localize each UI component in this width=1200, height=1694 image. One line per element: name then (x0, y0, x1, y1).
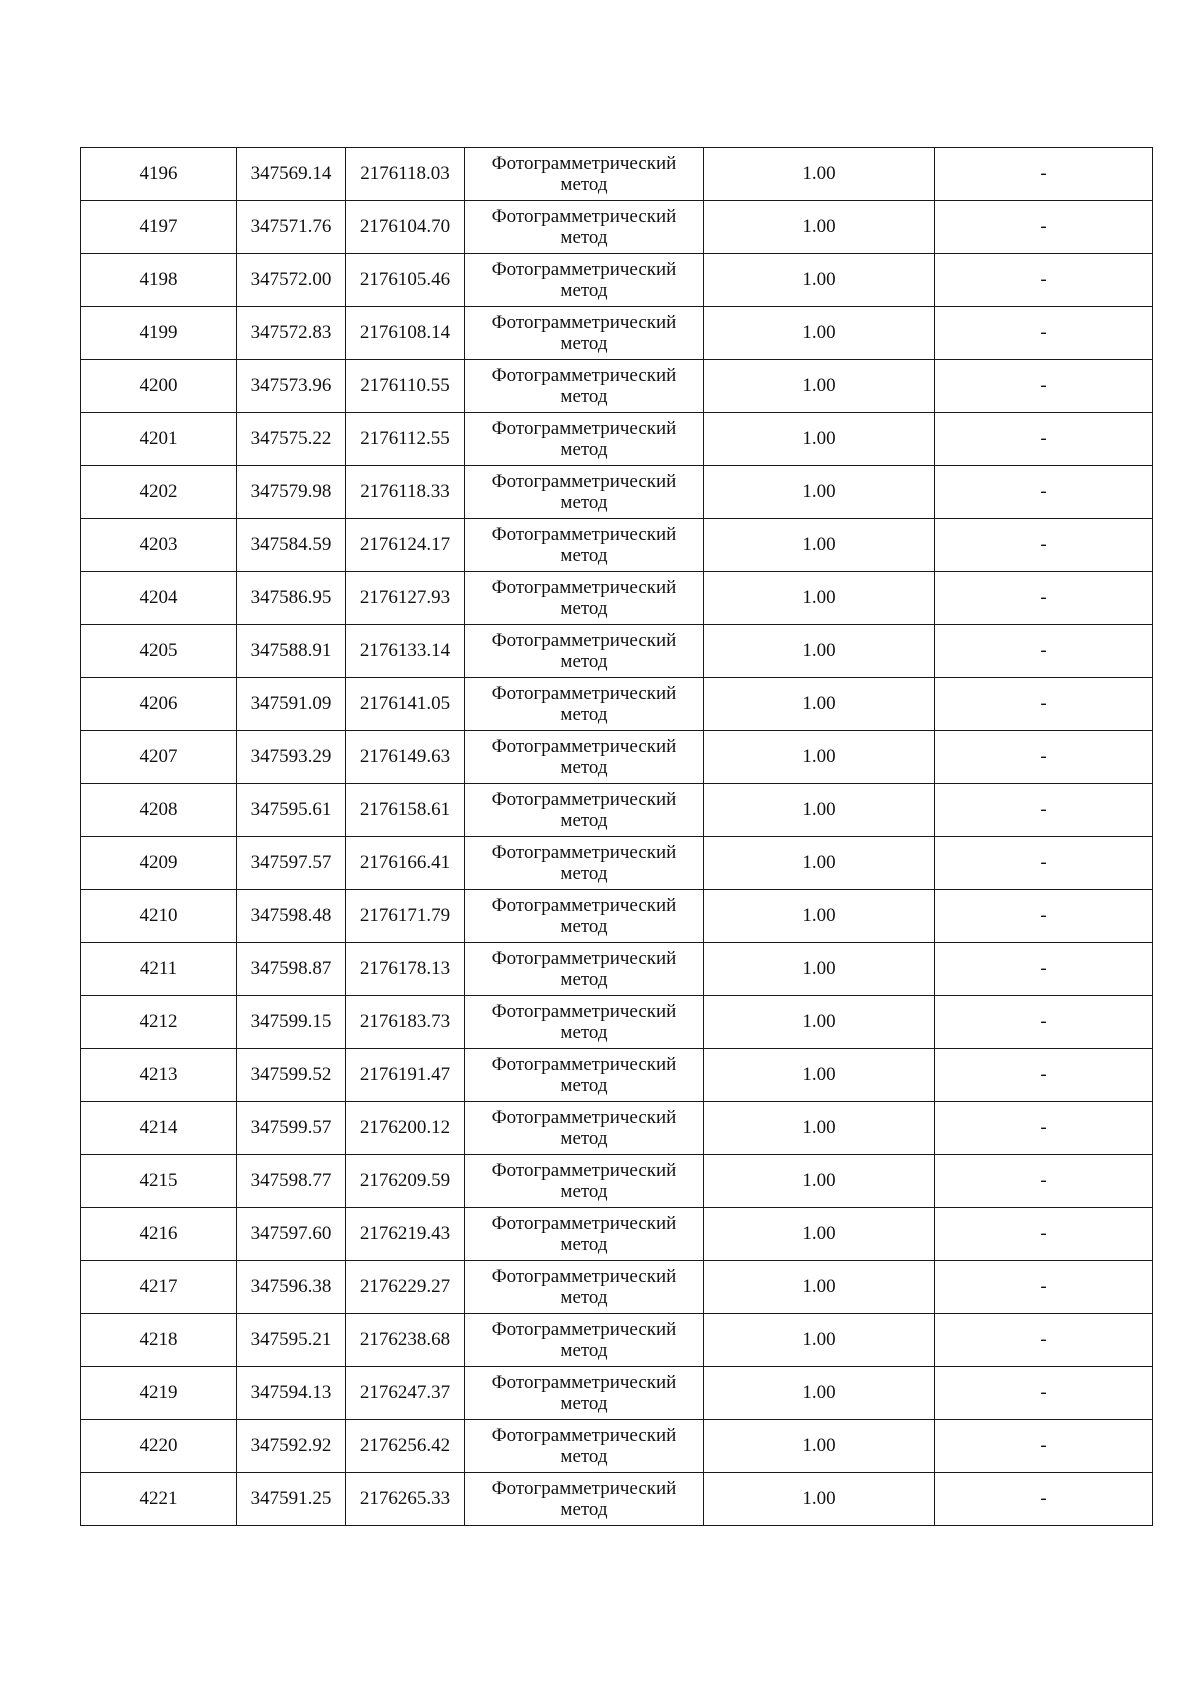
note-cell: - (935, 1208, 1153, 1261)
table-row (81, 1208, 1153, 1261)
y-coordinate-cell: 2176247.37 (346, 1367, 465, 1420)
point-number-cell: 4204 (81, 572, 237, 625)
point-number-cell: 4196 (81, 148, 237, 201)
method-text-line1: Фотограмметрический (491, 418, 677, 439)
point-number-cell: 4200 (81, 360, 237, 413)
y-coordinate-cell: 2176191.47 (346, 1049, 465, 1102)
note-cell: - (935, 1261, 1153, 1314)
table-row (81, 731, 1153, 784)
method-cell (465, 1367, 704, 1420)
accuracy-cell: 1.00 (704, 572, 935, 625)
note-cell: - (935, 731, 1153, 784)
point-number-cell: 4207 (81, 731, 237, 784)
method-text-line2: метод (560, 1075, 608, 1096)
x-coordinate-cell: 347598.48 (237, 890, 346, 943)
method-text-line1: Фотограмметрический (491, 842, 677, 863)
table-row (81, 943, 1153, 996)
method-text-line2: метод (560, 704, 608, 725)
method-cell (465, 1102, 704, 1155)
method-text-line1: Фотограмметрический (491, 1319, 677, 1340)
point-number-cell: 4198 (81, 254, 237, 307)
x-coordinate-cell: 347571.76 (237, 201, 346, 254)
accuracy-cell: 1.00 (704, 413, 935, 466)
method-cell (465, 996, 704, 1049)
x-coordinate-cell: 347599.57 (237, 1102, 346, 1155)
note-cell: - (935, 360, 1153, 413)
y-coordinate-cell: 2176200.12 (346, 1102, 465, 1155)
y-coordinate-cell: 2176124.17 (346, 519, 465, 572)
method-text-line2: метод (560, 439, 608, 460)
accuracy-cell: 1.00 (704, 1367, 935, 1420)
method-text-line1: Фотограмметрический (491, 895, 677, 916)
method-cell (465, 254, 704, 307)
method-text-line1: Фотограмметрический (491, 948, 677, 969)
method-cell (465, 784, 704, 837)
x-coordinate-cell: 347593.29 (237, 731, 346, 784)
table-row (81, 201, 1153, 254)
accuracy-cell: 1.00 (704, 1473, 935, 1526)
method-text-line2: метод (560, 1022, 608, 1043)
accuracy-cell: 1.00 (704, 890, 935, 943)
note-cell: - (935, 413, 1153, 466)
table-row (81, 1314, 1153, 1367)
note-cell: - (935, 996, 1153, 1049)
point-number-cell: 4203 (81, 519, 237, 572)
method-text-line1: Фотограмметрический (491, 736, 677, 757)
y-coordinate-cell: 2176209.59 (346, 1155, 465, 1208)
y-coordinate-cell: 2176183.73 (346, 996, 465, 1049)
y-coordinate-cell: 2176158.61 (346, 784, 465, 837)
note-cell: - (935, 572, 1153, 625)
table-row (81, 890, 1153, 943)
method-text-line2: метод (560, 863, 608, 884)
point-number-cell: 4218 (81, 1314, 237, 1367)
method-text-line2: метод (560, 757, 608, 778)
method-text-line2: метод (560, 386, 608, 407)
method-text-line2: метод (560, 1234, 608, 1255)
method-text-line1: Фотограмметрический (491, 1372, 677, 1393)
method-cell (465, 731, 704, 784)
note-cell: - (935, 1473, 1153, 1526)
method-text-line1: Фотограмметрический (491, 1478, 677, 1499)
point-number-cell: 4215 (81, 1155, 237, 1208)
accuracy-cell: 1.00 (704, 731, 935, 784)
method-text-line2: метод (560, 916, 608, 937)
y-coordinate-cell: 2176112.55 (346, 413, 465, 466)
point-number-cell: 4205 (81, 625, 237, 678)
table-row (81, 837, 1153, 890)
accuracy-cell: 1.00 (704, 360, 935, 413)
table-row (81, 1367, 1153, 1420)
table-row (81, 466, 1153, 519)
x-coordinate-cell: 347595.61 (237, 784, 346, 837)
method-text-line2: метод (560, 1128, 608, 1149)
method-text-line1: Фотограмметрический (491, 153, 677, 174)
accuracy-cell: 1.00 (704, 254, 935, 307)
method-text-line2: метод (560, 1181, 608, 1202)
method-cell (465, 890, 704, 943)
table-row (81, 413, 1153, 466)
note-cell: - (935, 519, 1153, 572)
method-cell (465, 1261, 704, 1314)
table-row (81, 1155, 1153, 1208)
method-cell (465, 466, 704, 519)
point-number-cell: 4206 (81, 678, 237, 731)
method-text-line2: метод (560, 227, 608, 248)
method-text-line2: метод (560, 969, 608, 990)
method-cell (465, 307, 704, 360)
x-coordinate-cell: 347591.25 (237, 1473, 346, 1526)
method-cell (465, 1049, 704, 1102)
y-coordinate-cell: 2176104.70 (346, 201, 465, 254)
table-row (81, 572, 1153, 625)
method-text-line1: Фотограмметрический (491, 789, 677, 810)
method-text-line1: Фотограмметрический (491, 1425, 677, 1446)
x-coordinate-cell: 347597.57 (237, 837, 346, 890)
note-cell: - (935, 784, 1153, 837)
method-cell (465, 519, 704, 572)
note-cell: - (935, 1367, 1153, 1420)
method-text-line2: метод (560, 1340, 608, 1361)
note-cell: - (935, 1102, 1153, 1155)
method-text-line2: метод (560, 280, 608, 301)
point-number-cell: 4214 (81, 1102, 237, 1155)
note-cell: - (935, 890, 1153, 943)
method-text-line1: Фотограмметрический (491, 1266, 677, 1287)
y-coordinate-cell: 2176149.63 (346, 731, 465, 784)
accuracy-cell: 1.00 (704, 784, 935, 837)
coordinates-table-body (81, 148, 1153, 1526)
point-number-cell: 4216 (81, 1208, 237, 1261)
note-cell: - (935, 148, 1153, 201)
table-row (81, 678, 1153, 731)
y-coordinate-cell: 2176118.03 (346, 148, 465, 201)
point-number-cell: 4208 (81, 784, 237, 837)
table-row (81, 1261, 1153, 1314)
point-number-cell: 4212 (81, 996, 237, 1049)
y-coordinate-cell: 2176108.14 (346, 307, 465, 360)
table-row (81, 996, 1153, 1049)
y-coordinate-cell: 2176118.33 (346, 466, 465, 519)
accuracy-cell: 1.00 (704, 148, 935, 201)
method-text-line2: метод (560, 1393, 608, 1414)
x-coordinate-cell: 347598.77 (237, 1155, 346, 1208)
accuracy-cell: 1.00 (704, 678, 935, 731)
method-text-line1: Фотограмметрический (491, 1054, 677, 1075)
table-row (81, 1473, 1153, 1526)
y-coordinate-cell: 2176265.33 (346, 1473, 465, 1526)
method-text-line1: Фотограмметрический (491, 312, 677, 333)
method-cell (465, 943, 704, 996)
method-text-line2: метод (560, 1446, 608, 1467)
table-row (81, 1049, 1153, 1102)
table-row (81, 1420, 1153, 1473)
point-number-cell: 4197 (81, 201, 237, 254)
x-coordinate-cell: 347569.14 (237, 148, 346, 201)
accuracy-cell: 1.00 (704, 1049, 935, 1102)
x-coordinate-cell: 347599.52 (237, 1049, 346, 1102)
accuracy-cell: 1.00 (704, 466, 935, 519)
y-coordinate-cell: 2176229.27 (346, 1261, 465, 1314)
point-number-cell: 4210 (81, 890, 237, 943)
accuracy-cell: 1.00 (704, 1155, 935, 1208)
y-coordinate-cell: 2176178.13 (346, 943, 465, 996)
y-coordinate-cell: 2176141.05 (346, 678, 465, 731)
x-coordinate-cell: 347591.09 (237, 678, 346, 731)
method-text-line1: Фотограмметрический (491, 1160, 677, 1181)
method-text-line2: метод (560, 1499, 608, 1520)
y-coordinate-cell: 2176133.14 (346, 625, 465, 678)
x-coordinate-cell: 347584.59 (237, 519, 346, 572)
method-text-line1: Фотограмметрический (491, 577, 677, 598)
table-row (81, 784, 1153, 837)
method-text-line1: Фотограмметрический (491, 1213, 677, 1234)
accuracy-cell: 1.00 (704, 996, 935, 1049)
y-coordinate-cell: 2176105.46 (346, 254, 465, 307)
table-row (81, 625, 1153, 678)
accuracy-cell: 1.00 (704, 1208, 935, 1261)
note-cell: - (935, 625, 1153, 678)
method-cell (465, 1473, 704, 1526)
method-text-line1: Фотограмметрический (491, 471, 677, 492)
method-text-line2: метод (560, 174, 608, 195)
point-number-cell: 4209 (81, 837, 237, 890)
accuracy-cell: 1.00 (704, 1314, 935, 1367)
method-text-line1: Фотограмметрический (491, 1107, 677, 1128)
y-coordinate-cell: 2176127.93 (346, 572, 465, 625)
table-row (81, 1102, 1153, 1155)
x-coordinate-cell: 347579.98 (237, 466, 346, 519)
method-text-line2: метод (560, 598, 608, 619)
x-coordinate-cell: 347573.96 (237, 360, 346, 413)
note-cell: - (935, 307, 1153, 360)
y-coordinate-cell: 2176238.68 (346, 1314, 465, 1367)
accuracy-cell: 1.00 (704, 1420, 935, 1473)
table-row (81, 519, 1153, 572)
note-cell: - (935, 201, 1153, 254)
point-number-cell: 4220 (81, 1420, 237, 1473)
method-text-line1: Фотограмметрический (491, 524, 677, 545)
method-cell (465, 572, 704, 625)
method-cell (465, 148, 704, 201)
x-coordinate-cell: 347594.13 (237, 1367, 346, 1420)
point-number-cell: 4199 (81, 307, 237, 360)
accuracy-cell: 1.00 (704, 943, 935, 996)
accuracy-cell: 1.00 (704, 1102, 935, 1155)
method-cell (465, 837, 704, 890)
accuracy-cell: 1.00 (704, 625, 935, 678)
x-coordinate-cell: 347575.22 (237, 413, 346, 466)
y-coordinate-cell: 2176166.41 (346, 837, 465, 890)
accuracy-cell: 1.00 (704, 307, 935, 360)
x-coordinate-cell: 347586.95 (237, 572, 346, 625)
method-text-line2: метод (560, 545, 608, 566)
method-text-line2: метод (560, 492, 608, 513)
method-cell (465, 413, 704, 466)
note-cell: - (935, 1314, 1153, 1367)
method-cell (465, 360, 704, 413)
note-cell: - (935, 466, 1153, 519)
method-text-line1: Фотограмметрический (491, 259, 677, 280)
x-coordinate-cell: 347572.00 (237, 254, 346, 307)
note-cell: - (935, 678, 1153, 731)
x-coordinate-cell: 347588.91 (237, 625, 346, 678)
method-cell (465, 1314, 704, 1367)
x-coordinate-cell: 347599.15 (237, 996, 346, 1049)
method-text-line1: Фотограмметрический (491, 630, 677, 651)
point-number-cell: 4211 (81, 943, 237, 996)
method-text-line2: метод (560, 333, 608, 354)
method-cell (465, 1420, 704, 1473)
method-cell (465, 1155, 704, 1208)
table-row (81, 148, 1153, 201)
method-text-line1: Фотограмметрический (491, 683, 677, 704)
y-coordinate-cell: 2176171.79 (346, 890, 465, 943)
method-cell (465, 1208, 704, 1261)
point-number-cell: 4221 (81, 1473, 237, 1526)
y-coordinate-cell: 2176219.43 (346, 1208, 465, 1261)
method-cell (465, 201, 704, 254)
point-number-cell: 4201 (81, 413, 237, 466)
x-coordinate-cell: 347597.60 (237, 1208, 346, 1261)
note-cell: - (935, 837, 1153, 890)
x-coordinate-cell: 347595.21 (237, 1314, 346, 1367)
note-cell: - (935, 254, 1153, 307)
x-coordinate-cell: 347596.38 (237, 1261, 346, 1314)
x-coordinate-cell: 347598.87 (237, 943, 346, 996)
table-row (81, 307, 1153, 360)
note-cell: - (935, 1155, 1153, 1208)
table-row (81, 254, 1153, 307)
coordinates-table (80, 147, 1153, 1526)
x-coordinate-cell: 347592.92 (237, 1420, 346, 1473)
note-cell: - (935, 943, 1153, 996)
method-text-line1: Фотограмметрический (491, 365, 677, 386)
y-coordinate-cell: 2176110.55 (346, 360, 465, 413)
point-number-cell: 4202 (81, 466, 237, 519)
method-cell (465, 678, 704, 731)
method-cell (465, 625, 704, 678)
accuracy-cell: 1.00 (704, 837, 935, 890)
y-coordinate-cell: 2176256.42 (346, 1420, 465, 1473)
note-cell: - (935, 1049, 1153, 1102)
method-text-line1: Фотограмметрический (491, 206, 677, 227)
point-number-cell: 4213 (81, 1049, 237, 1102)
method-text-line2: метод (560, 810, 608, 831)
method-text-line2: метод (560, 651, 608, 672)
note-cell: - (935, 1420, 1153, 1473)
method-text-line1: Фотограмметрический (491, 1001, 677, 1022)
accuracy-cell: 1.00 (704, 201, 935, 254)
accuracy-cell: 1.00 (704, 519, 935, 572)
x-coordinate-cell: 347572.83 (237, 307, 346, 360)
table-row (81, 360, 1153, 413)
point-number-cell: 4219 (81, 1367, 237, 1420)
point-number-cell: 4217 (81, 1261, 237, 1314)
accuracy-cell: 1.00 (704, 1261, 935, 1314)
method-text-line2: метод (560, 1287, 608, 1308)
